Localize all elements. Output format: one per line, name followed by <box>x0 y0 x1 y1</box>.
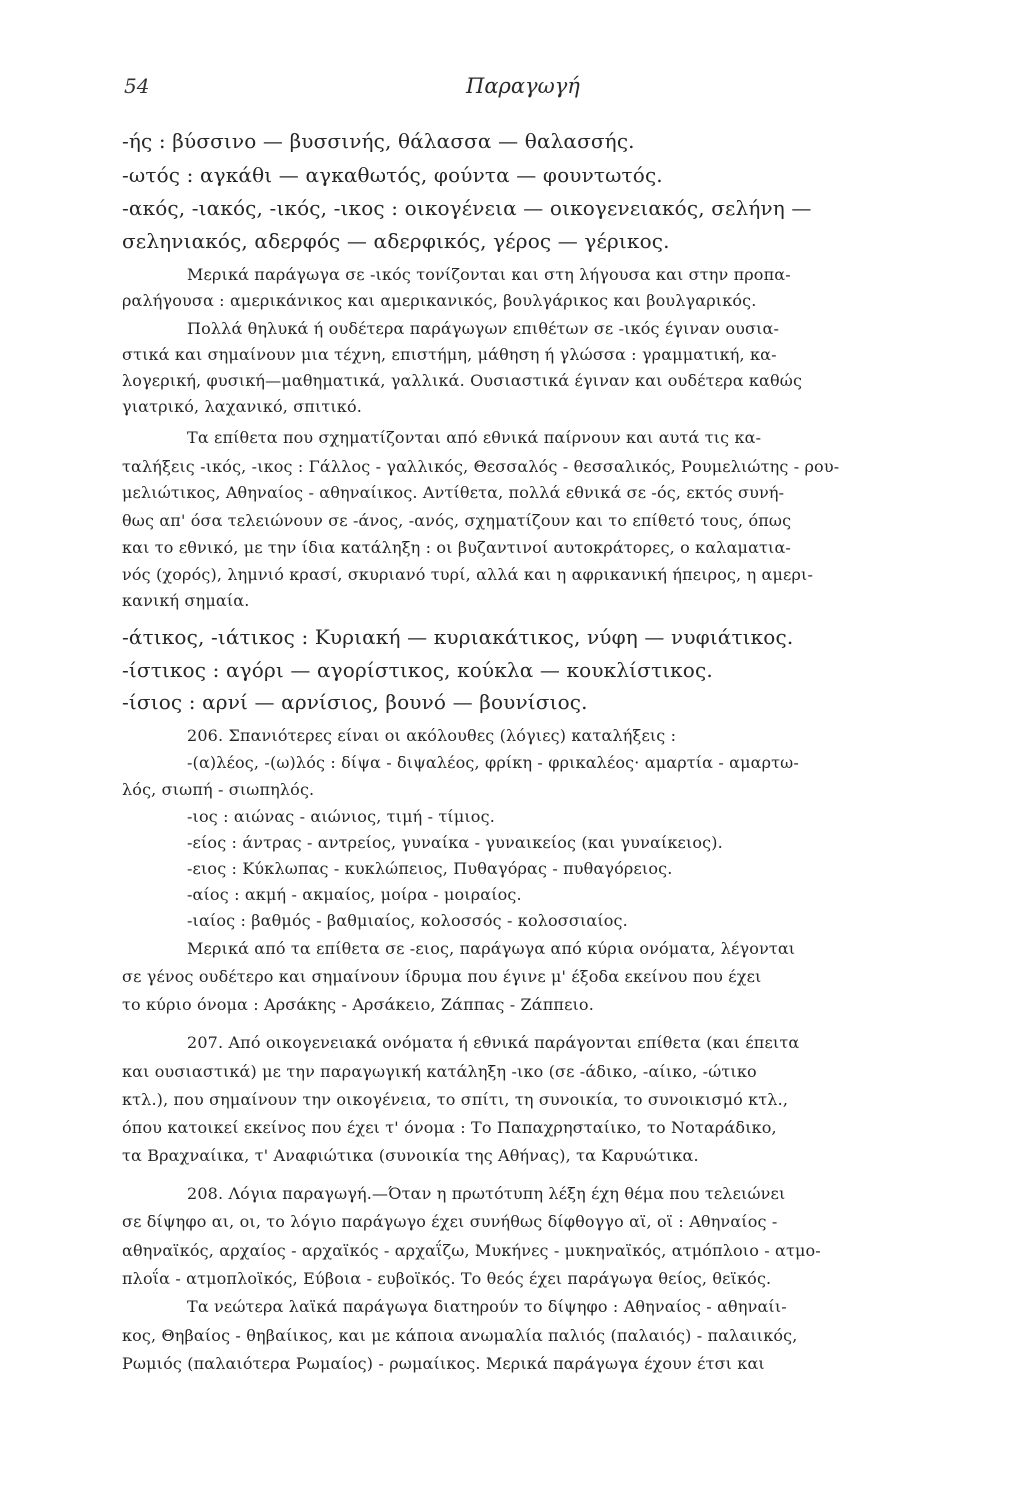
text-line: κτλ.), που σημαίνουν την οικογένεια, το σπίτι, τη συνοικία, το συνοικισμό κτλ., <box>122 1090 789 1109</box>
text-line: νός (χορός), λημνιό κρασί, σκυριανό τυρί, αλλά και η αφρικανική ήπειρος, η αμερι- <box>122 565 814 584</box>
text-line: -ής : βύσσινο — βυσσινής, θάλασσα — θαλασσής. <box>122 129 635 153</box>
text-line: -(α)λέος, -(ω)λός : δίψα - διψαλέος, φρίκη - φρικαλέος· αμαρτία - αμαρτω- <box>187 753 799 772</box>
text-line: σε γένος ουδέτερο και σημαίνουν ίδρυμα που έγινε μ' έξοδα εκείνου που έχει <box>122 967 762 986</box>
text-line: 208. Λόγια παραγωγή.—Όταν η πρωτότυπη λέξη έχη θέμα που τελειώνει <box>187 1184 786 1203</box>
text-line: τα Βραχναίικα, τ' Αναφιώτικα (συνοικία της Αθήνας), τα Καρυώτικα. <box>122 1146 699 1165</box>
text-line: -είος : άντρας - αντρείος, γυναίκα - γυναικείος (και γυναίκειος). <box>187 833 723 852</box>
text-line: πλοΐα - ατμοπλοϊκός, Εύβοια - ευβοϊκός. Το θεός έχει παράγωγα θείος, θεϊκός. <box>122 1269 772 1288</box>
text-line: κανική σημαία. <box>122 591 250 610</box>
text-line: -άτικος, -ιάτικος : Κυριακή — κυριακάτικος, νύφη — νυφιάτικος. <box>122 625 794 649</box>
page-number: 54 <box>124 74 150 98</box>
text-line: σε δίψηφο αι, οι, το λόγιο παράγωγο έχει συνήθως δίφθογγο αϊ, οϊ : Αθηναίος - <box>122 1212 778 1231</box>
text-line: -ιαίος : βαθμός - βαθμιαίος, κολοσσός - κολοσσιαίος. <box>187 911 628 930</box>
text-line: ταλήξεις -ικός, -ικος : Γάλλος - γαλλικός, Θεσσαλός - θεσσαλικός, Ρουμελιώτης - ρου- <box>122 457 840 476</box>
text-line: -ίστικος : αγόρι — αγορίστικος, κούκλα — κουκλίστικος. <box>122 658 713 682</box>
text-line: σεληνιακός, αδερφός — αδερφικός, γέρος — γέρικος. <box>122 229 670 253</box>
text-line: -ιος : αιώνας - αιώνιος, τιμή - τίμιος. <box>187 807 495 826</box>
text-line: Ρωμιός (παλαιότερα Ρωμαίος) - ρωμαίικος. Μερικά παράγωγα έχουν έτσι και <box>122 1354 765 1373</box>
text-line: -ακός, -ιακός, -ικός, -ικος : οικογένεια — οικογενειακός, σελήνη — <box>122 196 812 220</box>
text-line: θως απ' όσα τελειώνουν σε -άνος, -ανός, σχηματίζουν και το επίθετό τους, όπως <box>122 511 792 530</box>
text-line: γιατρικό, λαχανικό, σπιτικό. <box>122 397 362 416</box>
text-line: λός, σιωπή - σιωπηλός. <box>122 780 315 799</box>
text-line: -ειος : Κύκλωπας - κυκλώπειος, Πυθαγόρας - πυθαγόρειος. <box>187 859 673 878</box>
text-line: Μερικά από τα επίθετα σε -ειος, παράγωγα από κύρια ονόματα, λέγονται <box>187 939 796 958</box>
text-line: -ωτός : αγκάθι — αγκαθωτός, φούντα — φουντωτός. <box>122 163 663 187</box>
text-line: μελιώτικος, Αθηναίος - αθηναίικος. Αντίθετα, πολλά εθνικά σε -ός, εκτός συνή- <box>122 483 785 502</box>
text-line: όπου κατοικεί εκείνος που έχει τ' όνομα : Το Παπαχρησταίικο, το Νοταράδικο, <box>122 1118 777 1137</box>
text-line: 207. Από οικογενειακά ονόματα ή εθνικά παράγονται επίθετα (και έπειτα <box>187 1033 800 1052</box>
text-line: το κύριο όνομα : Αρσάκης - Αρσάκειο, Ζάππας - Ζάππειο. <box>122 995 594 1014</box>
text-line: ραλήγουσα : αμερικάνικος και αμερικανικός, βουλγάρικος και βουλγαρικός. <box>122 291 757 310</box>
text-line: και το εθνικό, με την ίδια κατάληξη : οι βυζαντινοί αυτοκράτορες, ο καλαματια- <box>122 538 791 557</box>
text-line: αθηναϊκός, αρχαίος - αρχαϊκός - αρχαΐζω, Μυκήνες - μυκηναϊκός, ατμόπλοιο - ατμο- <box>122 1241 821 1260</box>
text-line: και ουσιαστικά) με την παραγωγική κατάληξη -ικο (σε -άδικο, -αίικο, -ώτικο <box>122 1062 757 1081</box>
text-line: -αίος : ακμή - ακμαίος, μοίρα - μοιραίος. <box>187 885 522 904</box>
text-line: Πολλά θηλυκά ή ουδέτερα παράγωγων επιθέτων σε -ικός έγιναν ουσια- <box>187 319 780 338</box>
text-line: 206. Σπανιότερες είναι οι ακόλουθες (λόγιες) καταλήξεις : <box>187 726 677 745</box>
text-line: κος, Θηβαίος - θηβαίικος, και με κάποια ανωμαλία παλιός (παλαιός) - παλαιικός, <box>122 1326 798 1345</box>
text-line: λογερική, φυσική—μαθηματικά, γαλλικά. Ουσιαστικά έγιναν και ουδέτερα καθώς <box>122 371 803 390</box>
text-line: Τα επίθετα που σχηματίζονται από εθνικά παίρνουν και αυτά τις κα- <box>187 428 762 447</box>
text-line: στικά και σημαίνουν μια τέχνη, επιστήμη, μάθηση ή γλώσσα : γραμματική, κα- <box>122 345 777 364</box>
text-line: Μερικά παράγωγα σε -ικός τονίζονται και στη λήγουσα και στην προπα- <box>187 265 791 284</box>
running-title: Παραγωγή <box>466 74 580 98</box>
text-line: Τα νεώτερα λαϊκά παράγωγα διατηρούν το δίψηφο : Αθηναίος - αθηναίι- <box>187 1297 787 1316</box>
text-line: -ίσιος : αρνί — αρνίσιος, βουνό — βουνίσιος. <box>122 690 588 714</box>
